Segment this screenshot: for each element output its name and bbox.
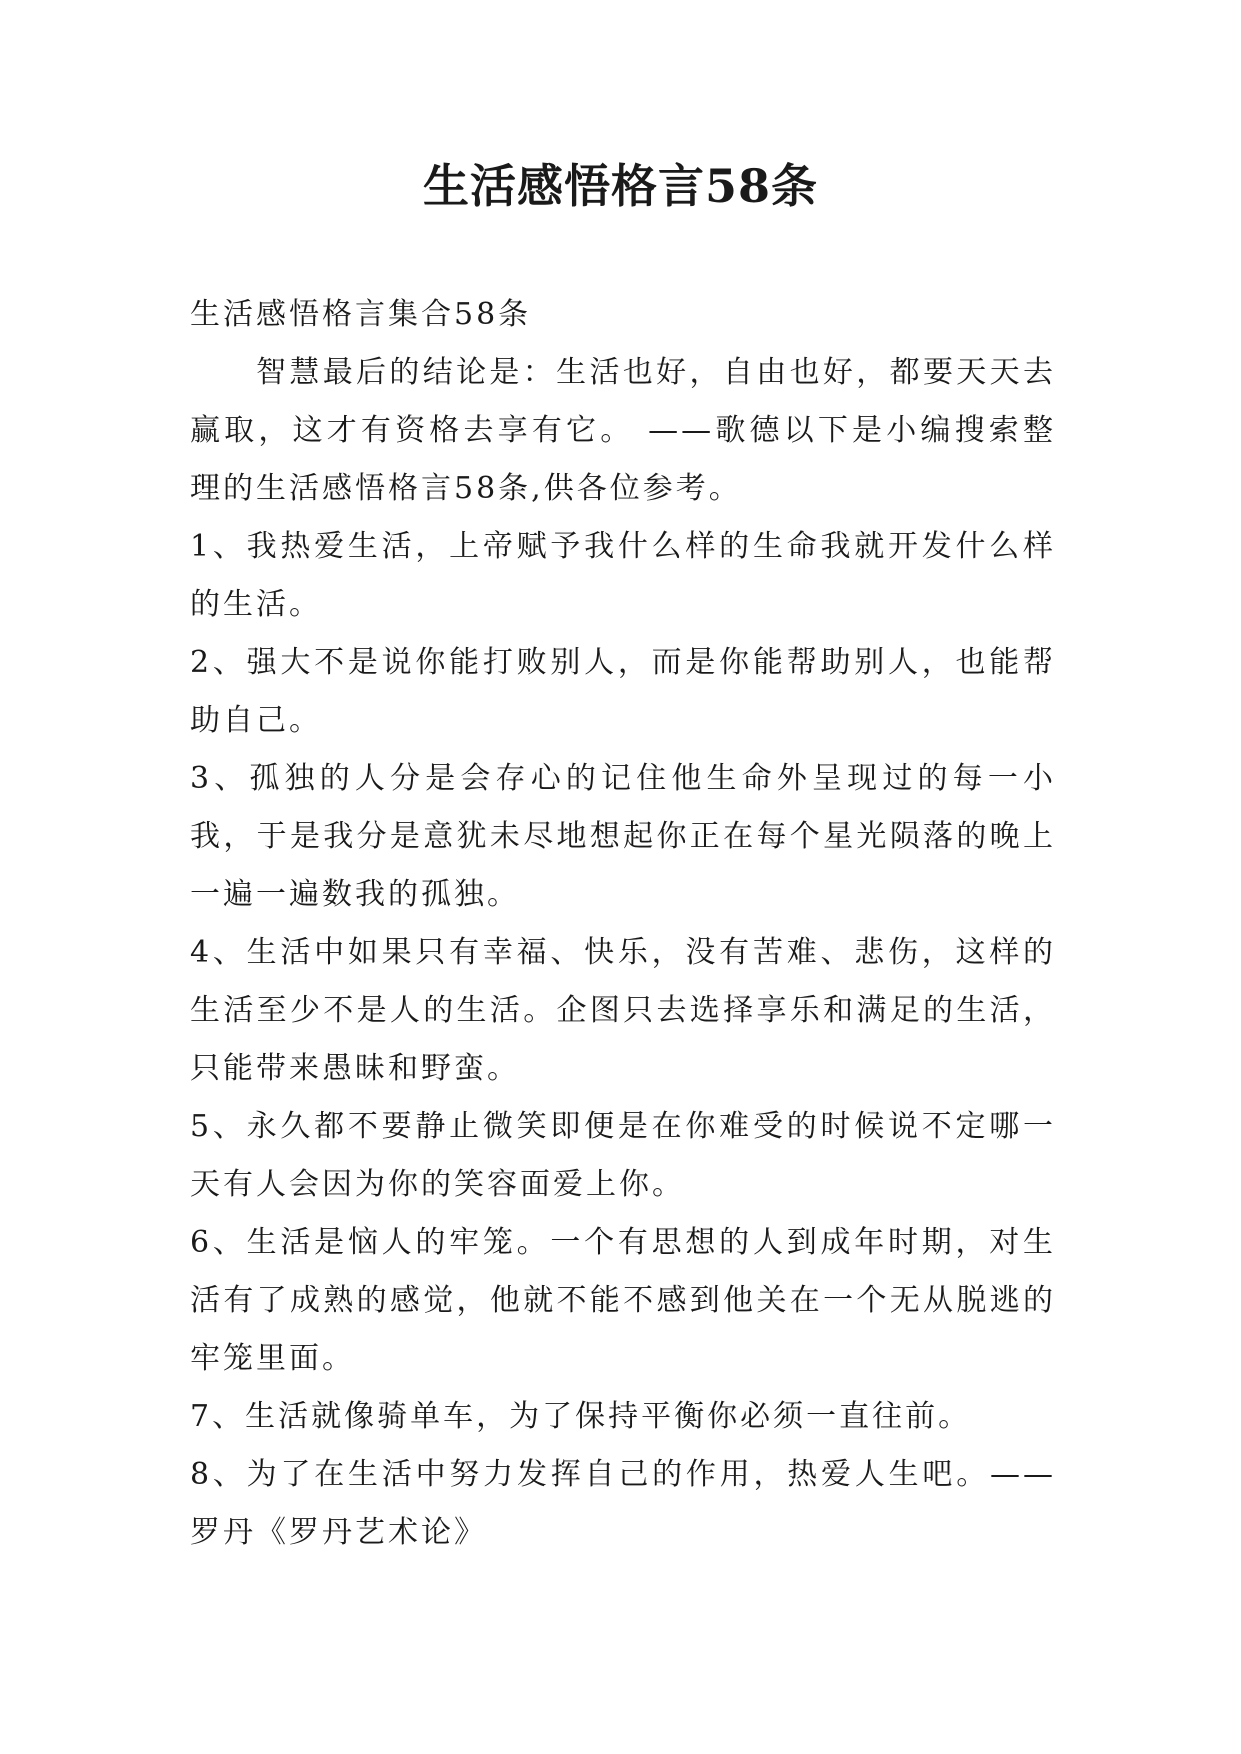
document-body (190, 286, 1056, 1562)
quote-item-3: 3、孤独的人分是会存心的记住他生命外呈现过的每一小我，于是我分是意犹未尽地想起你正在每个星光陨落的晚上一遍一遍数我的孤独。 (190, 761, 1056, 912)
quote-item-1: 1、我热爱生活，上帝赋予我什么样的生命我就开发什么样的生活。 (190, 529, 1056, 622)
document-subtitle: 生活感悟格言集合58条 (190, 297, 532, 332)
quote-item-8: 8、为了在生活中努力发挥自己的作用，热爱人生吧。——罗丹《罗丹艺术论》 (190, 1457, 1056, 1550)
quote-item-4: 4、生活中如果只有幸福、快乐，没有苦难、悲伤，这样的生活至少不是人的生活。企图只去选择享乐和满足的生活，只能带来愚昧和野蛮。 (190, 935, 1056, 1086)
quote-item-7: 7、生活就像骑单车，为了保持平衡你必须一直往前。 (190, 1399, 972, 1434)
quote-item-6: 6、生活是恼人的牢笼。一个有思想的人到成年时期，对生活有了成熟的感觉，他就不能不感到他关在一个无从脱逃的牢笼里面。 (190, 1225, 1056, 1376)
intro-paragraph: 智慧最后的结论是：生活也好，自由也好，都要天天去赢取，这才有资格去享有它。 ——歌德以下是小编搜索整理的生活感悟格言58条,供各位参考。 (190, 355, 1056, 506)
quote-item-2: 2、强大不是说你能打败别人，而是你能帮助别人，也能帮助自己。 (190, 645, 1056, 738)
quote-item-5: 5、永久都不要静止微笑即便是在你难受的时候说不定哪一天有人会因为你的笑容面爱上你。 (190, 1109, 1056, 1202)
document-title: 生活感悟格言58条 (422, 159, 818, 213)
